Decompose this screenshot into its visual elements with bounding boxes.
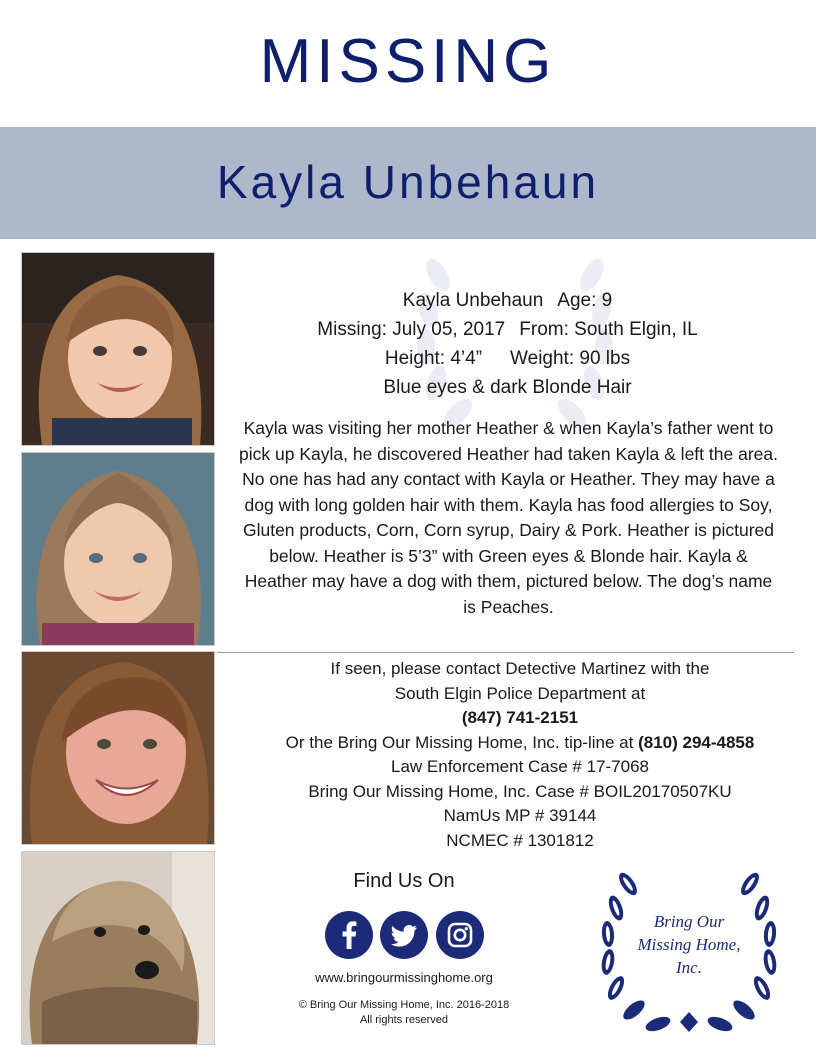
copyright-notice	[264, 998, 544, 1028]
detail-age: Age: 9	[557, 290, 613, 311]
logo-line-1: Bring Our	[653, 912, 725, 931]
person-details	[230, 286, 785, 402]
contact-line-1: If seen, please contact Detective Martinez with the	[330, 659, 710, 678]
name-banner	[0, 127, 816, 239]
tipline-line	[230, 731, 810, 756]
twitter-icon[interactable]	[380, 911, 428, 959]
instagram-icon[interactable]	[436, 911, 484, 959]
bomh-case: Bring Our Missing Home, Inc. Case # BOIL20170507KU	[308, 781, 732, 801]
details-line-missing	[230, 315, 785, 344]
find-us-heading: Find Us On	[353, 870, 455, 892]
logo-line-2: Missing Home,	[637, 935, 741, 954]
ncmec-number: NCMEC # 1301812	[446, 830, 594, 850]
detail-weight: Weight: 90 lbs	[510, 348, 631, 369]
website-link[interactable]: www.bringourmissinghome.org	[315, 970, 493, 985]
photo-heather	[22, 652, 214, 844]
detail-eyes-hair: Blue eyes & dark Blonde Hair	[383, 377, 632, 398]
photo-kayla-age-progressed	[22, 453, 214, 645]
section-divider	[217, 652, 794, 653]
photo-dog-peaches	[22, 852, 214, 1044]
facebook-icon[interactable]	[325, 911, 373, 959]
copyright-line: © Bring Our Missing Home, Inc. 2016-2018	[298, 999, 510, 1011]
detail-from: From: South Elgin, IL	[519, 319, 698, 340]
tipline-text: Or the Bring Our Missing Home, Inc. tip-line at	[285, 732, 634, 752]
missing-person-name: Kayla Unbehaun	[216, 156, 600, 208]
police-phone: (847) 741-2151	[461, 708, 579, 727]
namus-number: NamUs MP # 39144	[443, 806, 597, 825]
rights-line: All rights reserved	[359, 1014, 449, 1026]
contact-line-2: South Elgin Police Department at	[394, 683, 646, 703]
logo-line-3: Inc.	[676, 958, 702, 977]
tipline-phone: (810) 294-4858	[638, 732, 755, 752]
details-line-size	[230, 344, 785, 373]
law-enforcement-case: Law Enforcement Case # 17-7068	[391, 757, 649, 776]
photo-kayla	[22, 253, 214, 445]
logo-text	[592, 910, 786, 979]
page-title: MISSING	[259, 27, 557, 96]
detail-height: Height: 4’4”	[384, 348, 483, 369]
details-line-name-age	[230, 286, 785, 315]
detail-missing-date: Missing: July 05, 2017	[317, 319, 506, 340]
detail-name: Kayla Unbehaun	[402, 290, 544, 311]
bomh-logo	[592, 872, 786, 1036]
contact-info	[230, 657, 810, 853]
case-story: Kayla was visiting her mother Heather & when Kayla’s father went to pick up Kayla, he discovered Heather had taken Kayla & left the area. No one has had any contact with Kayla or Heather. They may have a dog with long golden hair with them. Kayla has food allergies to Soy, Gluten products, Corn, Corn syrup, Dairy & Pork. Heather is pictured below. Heather is 5’3” with Green eyes & Blonde hair. Kayla & Heather may have a dog with them, pictured below. The dog’s name is Peaches.	[239, 418, 778, 617]
